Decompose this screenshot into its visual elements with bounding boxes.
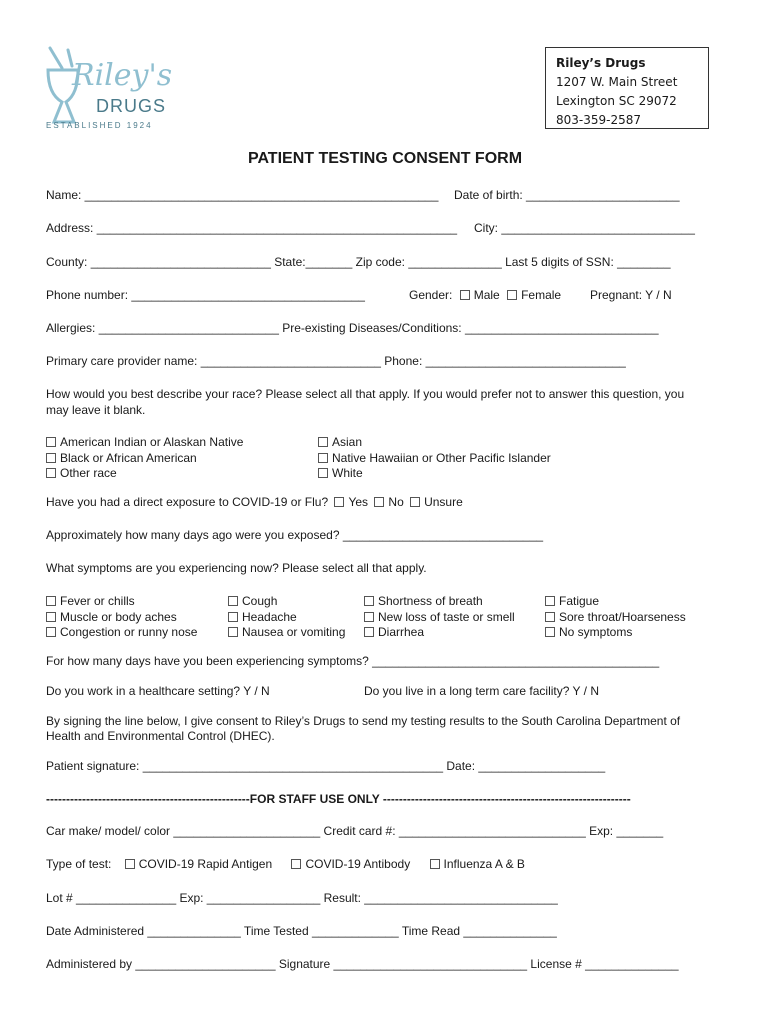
male-checkbox[interactable]: [460, 290, 470, 300]
symptom-label: Nausea or vomiting: [242, 625, 346, 639]
symptom-label: Fever or chills: [60, 594, 135, 608]
exposure-unsure-checkbox[interactable]: [410, 497, 420, 507]
symptom-option[interactable]: [364, 593, 483, 609]
checkbox[interactable]: [46, 596, 56, 606]
test-type-row: [46, 857, 525, 871]
address-field[interactable]: Address: ______________________________________________________: [46, 221, 458, 235]
symptom-label: Cough: [242, 594, 278, 608]
symptom-option[interactable]: [228, 609, 297, 625]
checkbox[interactable]: [318, 468, 328, 478]
symptom-option[interactable]: [228, 624, 345, 640]
male-label: Male: [473, 288, 500, 302]
rileys-drugs-logo: [44, 44, 174, 136]
pharmacy-phone: 803-359-2587: [556, 113, 642, 127]
rapid-antigen-checkbox[interactable]: [125, 859, 135, 869]
symptom-days-field[interactable]: For how many days have you been experiencing symptoms? ___________________________________________: [46, 654, 660, 668]
patient-signature-field[interactable]: Patient signature: _____________________________________________ Date: ___________________: [46, 759, 606, 773]
exposure-no-checkbox[interactable]: [374, 497, 384, 507]
checkbox[interactable]: [228, 612, 238, 622]
race-option-label: White: [332, 466, 363, 480]
county-state-zip-ssn-row[interactable]: County: ___________________________ State:_______ Zip code: ______________ Last 5 digits of SSN: ________: [46, 255, 671, 269]
symptom-label: New loss of taste or smell: [378, 610, 515, 624]
brand-tagline: ESTABLISHED 1924: [46, 121, 153, 130]
exposure-no-label: No: [388, 495, 404, 509]
form-title: PATIENT TESTING CONSENT FORM: [247, 150, 523, 167]
symptoms-question: What symptoms are you experiencing now? Please select all that apply.: [46, 561, 427, 575]
symptom-option[interactable]: [545, 593, 599, 609]
consent-text-line1: By signing the line below, I give consent to Riley’s Drugs to send my testing results to the South Carolina Department of: [46, 714, 681, 728]
rapid-antigen-label: COVID-19 Rapid Antigen: [138, 857, 273, 871]
pharmacy-city: Lexington SC 29072: [556, 94, 677, 108]
checkbox[interactable]: [228, 627, 238, 637]
race-option[interactable]: [318, 450, 551, 466]
race-question-line1: How would you best describe your race? Please select all that apply. If you would prefer not to answer this question, you: [46, 387, 685, 401]
symptom-option[interactable]: [364, 624, 424, 640]
symptom-label: Sore throat/Hoarseness: [559, 610, 686, 624]
race-option-label: Black or African American: [60, 451, 197, 465]
checkbox[interactable]: [318, 437, 328, 447]
exposure-question: Have you had a direct exposure to COVID-19 or Flu?: [46, 495, 329, 509]
healthcare-setting-question[interactable]: Do you work in a healthcare setting? Y / N: [46, 684, 270, 698]
race-question-line2: may leave it blank.: [46, 403, 146, 417]
pregnant-field[interactable]: Pregnant: Y / N: [590, 288, 672, 302]
exposure-yes-checkbox[interactable]: [334, 497, 344, 507]
checkbox[interactable]: [46, 612, 56, 622]
checkbox[interactable]: [46, 627, 56, 637]
influenza-label: Influenza A & B: [443, 857, 525, 871]
lot-exp-result-row[interactable]: Lot # _______________ Exp: _________________ Result: _____________________________: [46, 891, 558, 905]
checkbox[interactable]: [364, 612, 374, 622]
race-option[interactable]: [46, 434, 243, 450]
long-term-care-question[interactable]: Do you live in a long term care facility? Y / N: [364, 684, 599, 698]
race-option-label: Asian: [332, 435, 363, 449]
symptom-label: Headache: [242, 610, 297, 624]
checkbox[interactable]: [318, 453, 328, 463]
race-option[interactable]: [318, 465, 363, 481]
antibody-checkbox[interactable]: [291, 859, 301, 869]
symptom-option[interactable]: [545, 609, 686, 625]
brand-top: Riley's: [72, 58, 173, 93]
symptom-label: Fatigue: [559, 594, 600, 608]
symptom-label: Shortness of breath: [378, 594, 483, 608]
checkbox[interactable]: [364, 596, 374, 606]
influenza-checkbox[interactable]: [430, 859, 440, 869]
symptom-option[interactable]: [545, 624, 632, 640]
administered-by-row[interactable]: Administered by _____________________ Signature _____________________________ License # ______________: [46, 957, 679, 971]
symptom-option[interactable]: [364, 609, 515, 625]
symptom-option[interactable]: [228, 593, 277, 609]
checkbox[interactable]: [364, 627, 374, 637]
car-credit-card-row[interactable]: Car make/ model/ color ______________________ Credit card #: ____________________________ Exp: _______: [46, 824, 664, 838]
exposure-unsure-label: Unsure: [424, 495, 463, 509]
checkbox[interactable]: [46, 468, 56, 478]
gender-label: Gender:: [409, 288, 453, 302]
antibody-label: COVID-19 Antibody: [305, 857, 411, 871]
race-option[interactable]: [46, 450, 197, 466]
checkbox[interactable]: [46, 437, 56, 447]
race-option-label: Native Hawaiian or Other Pacific Islander: [332, 451, 551, 465]
allergies-conditions-row[interactable]: Allergies: ___________________________ Pre-existing Diseases/Conditions: _____________________________: [46, 321, 659, 335]
pharmacy-address-box: [545, 47, 709, 129]
checkbox[interactable]: [46, 453, 56, 463]
symptom-label: Diarrhea: [378, 625, 425, 639]
pharmacy-name: Riley’s Drugs: [556, 56, 646, 70]
exposure-yes-label: Yes: [348, 495, 369, 509]
symptom-label: Congestion or runny nose: [60, 625, 198, 639]
symptom-option[interactable]: [46, 624, 197, 640]
city-field[interactable]: City: _____________________________: [474, 221, 695, 235]
checkbox[interactable]: [545, 627, 555, 637]
female-label: Female: [521, 288, 562, 302]
dob-field[interactable]: Date of birth: _______________________: [454, 188, 680, 202]
checkbox[interactable]: [228, 596, 238, 606]
symptom-label: Muscle or body aches: [60, 610, 177, 624]
provider-phone-row[interactable]: Primary care provider name: ___________________________ Phone: ______________________________: [46, 354, 626, 368]
symptom-option[interactable]: [46, 593, 135, 609]
race-option-label: Other race: [60, 466, 117, 480]
pharmacy-street: 1207 W. Main Street: [556, 75, 678, 89]
checkbox[interactable]: [545, 596, 555, 606]
brand-bottom: DRUGS: [96, 96, 167, 116]
days-exposed-field[interactable]: Approximately how many days ago were you exposed? ______________________________: [46, 528, 544, 542]
race-option[interactable]: [46, 465, 117, 481]
staff-use-divider: ---------------------------------------------------FOR STAFF USE ONLY --------------------------------------------------------------: [46, 792, 631, 806]
consent-text-line2: Health and Environmental Control (DHEC).: [46, 729, 275, 743]
phone-field[interactable]: Phone number: ___________________________________: [46, 288, 365, 302]
test-type-label: Type of test:: [46, 857, 112, 871]
gender-group: [409, 288, 561, 302]
symptom-option[interactable]: [46, 609, 177, 625]
administration-times-row[interactable]: Date Administered ______________ Time Tested _____________ Time Read ______________: [46, 924, 557, 938]
race-option[interactable]: [318, 434, 362, 450]
name-field[interactable]: Name: _____________________________________________________: [46, 188, 439, 202]
female-checkbox[interactable]: [507, 290, 517, 300]
race-option-label: American Indian or Alaskan Native: [60, 435, 244, 449]
checkbox[interactable]: [545, 612, 555, 622]
symptom-label: No symptoms: [559, 625, 633, 639]
exposure-row: [46, 495, 463, 509]
